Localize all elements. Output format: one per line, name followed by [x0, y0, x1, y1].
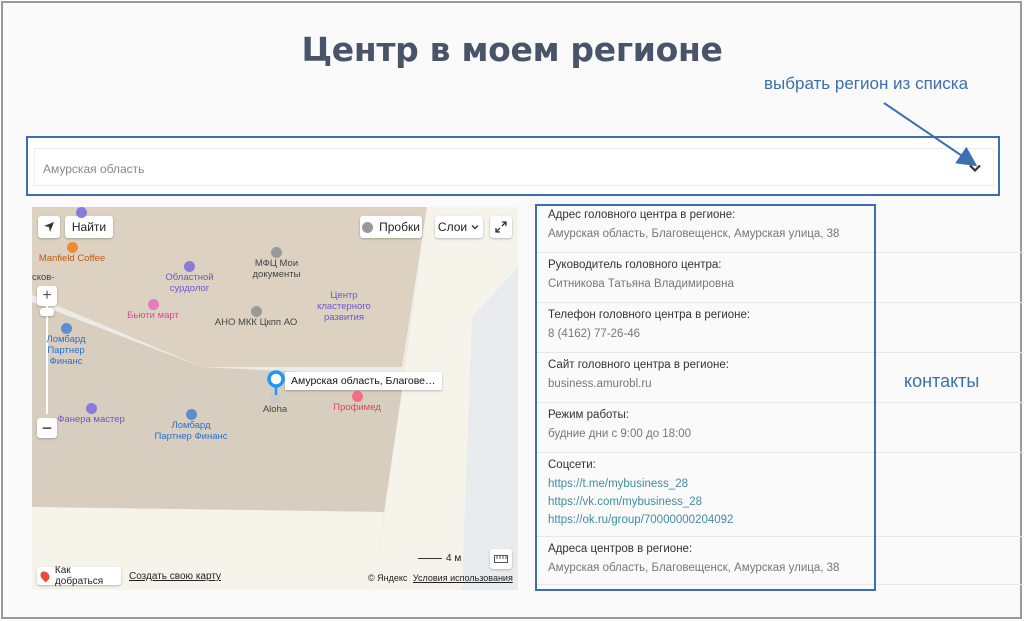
poi-surdolog[interactable] [157, 261, 222, 294]
social-link-ok[interactable]: https://ok.ru/group/70000000204092 [548, 514, 734, 526]
info-row-hours [536, 403, 1024, 453]
info-value: Амурская область, Благовещенск, Амурская улица, 38 [548, 562, 840, 574]
zoom-in-button[interactable]: + [37, 286, 57, 306]
region-highlight-box [26, 136, 1000, 196]
center-info-panel [536, 203, 1024, 585]
yandex-map[interactable] [32, 207, 518, 590]
poi-label: Ломбард Партнер Финанс [154, 420, 228, 443]
scale-bar [418, 558, 442, 559]
info-label: Сайт головного центра в регионе: [548, 359, 729, 371]
create-map-link[interactable]: Создать свою карту [129, 571, 222, 582]
expand-icon [495, 221, 507, 233]
location-arrow-icon [43, 221, 55, 233]
scale-label: 4 м [446, 553, 462, 564]
chevron-down-icon[interactable] [967, 160, 983, 176]
info-label: Адрес головного центра в регионе: [548, 209, 736, 221]
coffee-icon [67, 242, 78, 253]
terms-link[interactable]: Условия использования [412, 573, 513, 583]
info-label: Режим работы: [548, 409, 629, 421]
poi-profimed[interactable] [332, 391, 382, 413]
hint-contacts: контакты [904, 371, 980, 391]
route-pin-icon [39, 570, 52, 583]
chevron-down-icon [470, 222, 480, 232]
locate-button[interactable] [38, 216, 60, 238]
info-row-social [536, 453, 1024, 537]
poi-lombard-1[interactable] [32, 323, 100, 367]
route-label: Как добраться [54, 565, 104, 587]
ruler-icon [494, 555, 508, 563]
info-value: Ситникова Татьяна Владимировна [548, 278, 734, 290]
poi-street-label: сков- [32, 272, 55, 283]
info-label: Руководитель головного центра: [548, 259, 722, 271]
medical-icon [184, 261, 195, 272]
map-copyright [368, 573, 513, 583]
car-icon [186, 409, 197, 420]
page-title: Центр в моем регионе [301, 30, 723, 69]
hint-select-region: выбрать регион из списка [764, 74, 969, 93]
ruler-button[interactable] [490, 549, 512, 569]
info-value: 8 (4162) 77-26-46 [548, 328, 641, 340]
poi-fanera[interactable] [56, 403, 126, 425]
poi-icon-top [76, 207, 87, 218]
poi-label: МФЦ Мои документы [252, 258, 301, 281]
info-value: business.amurobl.ru [548, 378, 652, 390]
find-button[interactable]: Найти [65, 216, 113, 238]
social-link-vk[interactable]: https://vk.com/mybusiness_28 [548, 496, 703, 508]
traffic-button[interactable] [360, 216, 422, 238]
poi-label: Профимед [333, 402, 381, 414]
map-scale [418, 553, 461, 564]
info-value: будние дни с 9:00 до 18:00 [548, 428, 692, 440]
poi-label: Manfield Coffee [38, 253, 106, 265]
shop-icon [86, 403, 97, 414]
poi-label: Фанера мастер [57, 414, 125, 426]
medical-cross-icon [352, 391, 363, 402]
fullscreen-button[interactable] [490, 216, 512, 238]
poi-beauty-mart[interactable] [118, 299, 188, 321]
info-row-address [536, 203, 1024, 253]
poi-label: АНО МКК Цкпп АО [214, 317, 298, 329]
info-row-centers [536, 537, 1024, 585]
poi-label: Aloha [262, 404, 288, 416]
info-label: Адреса центров в регионе: [548, 543, 693, 555]
traffic-label: Пробки [379, 220, 420, 234]
copyright-label: © Яндекс [368, 573, 408, 583]
flag-icon [271, 247, 282, 258]
poi-manfield-coffee[interactable] [32, 242, 112, 264]
region-select[interactable] [34, 148, 994, 186]
social-link-telegram[interactable]: https://t.me/mybusiness_28 [548, 478, 688, 490]
car-icon [61, 323, 72, 334]
poi-label: Центр кластерного развития [317, 290, 371, 323]
poi-label: Бьюти март [127, 310, 179, 322]
poi-lombard-2[interactable] [152, 409, 230, 442]
info-label: Телефон головного центра в регионе: [548, 309, 751, 321]
poi-cluster-center[interactable] [310, 290, 378, 323]
zoom-out-button[interactable]: − [37, 418, 57, 438]
map-pin-icon[interactable] [267, 370, 285, 396]
poi-aloha[interactable] [258, 393, 292, 415]
route-button[interactable] [37, 567, 121, 585]
traffic-light-icon [362, 222, 373, 233]
pin-label[interactable]: Амурская область, Благове… [285, 372, 442, 390]
shop-icon [148, 299, 159, 310]
info-value: Амурская область, Благовещенск, Амурская улица, 38 [548, 228, 840, 240]
info-row-phone [536, 303, 1024, 353]
zoom-slider-handle[interactable] [40, 308, 54, 316]
poi-label: Областной сурдолог [165, 272, 214, 295]
layers-label: Слои [437, 220, 468, 234]
poi-label: Ломбард Партнер Финанс [46, 334, 86, 368]
region-select-value: Амурская область [43, 162, 145, 176]
office-icon [251, 306, 262, 317]
info-label: Соцсети: [548, 459, 596, 471]
poi-ano[interactable] [210, 306, 302, 328]
info-row-head [536, 253, 1024, 303]
layers-button[interactable] [435, 216, 483, 238]
poi-mfc[interactable] [244, 247, 309, 280]
